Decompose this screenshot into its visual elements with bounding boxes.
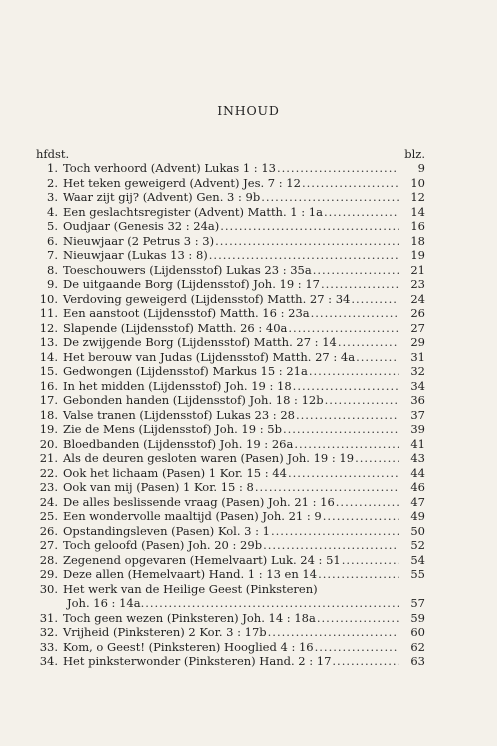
page-number: 24 xyxy=(410,291,425,306)
leader-dots xyxy=(283,422,399,437)
entry-title: Gebonden handen (Lijdensstof) Joh. 18 : 12b xyxy=(63,393,324,407)
chapter-number: 12. xyxy=(39,320,58,335)
entry-title: Ook van mij (Pasen) 1 Kor. 15 : 8 xyxy=(63,480,254,494)
page-number: 32 xyxy=(410,364,425,378)
page-number: 27 xyxy=(410,320,425,335)
entry-title: Waar zijt gij? (Advent) Gen. 3 : 9b xyxy=(63,190,261,204)
page-number: 26 xyxy=(410,306,425,320)
page-number: 34 xyxy=(410,378,425,393)
toc-entry xyxy=(36,451,425,466)
entry-title: Opstandingsleven (Pasen) Kol. 3 : 1 xyxy=(63,523,270,538)
leader-dots xyxy=(277,161,399,176)
page-number: 54 xyxy=(410,552,425,567)
toc-entry xyxy=(36,509,425,524)
toc-entry xyxy=(36,625,425,640)
chapter-number: 26. xyxy=(39,523,58,538)
page-number: 59 xyxy=(410,610,425,625)
toc-entry xyxy=(36,654,425,669)
page-number: 50 xyxy=(410,523,425,538)
leader-dots xyxy=(261,190,399,205)
chapter-number: 4. xyxy=(47,204,58,219)
page-number: 14 xyxy=(410,204,425,219)
chapter-number: 29. xyxy=(39,567,58,581)
page-number: 23 xyxy=(410,277,425,291)
leader-dots xyxy=(255,480,399,495)
chapter-number: 30. xyxy=(39,581,58,596)
chapter-number: 24. xyxy=(39,494,58,509)
entry-title: Oudjaar (Genesis 32 : 24a) xyxy=(63,219,220,233)
page-number: 62 xyxy=(410,639,425,654)
leader-dots xyxy=(271,524,399,539)
page-heading: INHOUD xyxy=(217,103,280,118)
entry-title: Slapende (Lijdensstof) Matth. 26 : 40a xyxy=(63,320,288,335)
column-headers xyxy=(36,147,425,162)
chapter-column-label: hfdst. xyxy=(36,147,70,161)
page-number: 9 xyxy=(417,161,425,175)
toc-entry xyxy=(36,422,425,437)
chapter-number: 1. xyxy=(47,161,58,175)
toc-entry xyxy=(36,321,425,336)
entry-title: Verdoving geweigerd (Lijdensstof) Matth. 27 : 34 xyxy=(63,291,351,306)
page-number: 60 xyxy=(410,625,425,639)
toc-entry xyxy=(36,306,425,321)
page-number: 12 xyxy=(410,190,425,204)
toc-entry xyxy=(36,335,425,350)
toc-entry xyxy=(36,408,425,423)
page-column-label: blz. xyxy=(404,147,425,161)
toc-entry xyxy=(36,393,425,408)
toc-entry xyxy=(36,176,425,191)
toc-entry xyxy=(36,538,425,553)
page-number: 39 xyxy=(410,422,425,436)
toc-entry xyxy=(36,640,425,655)
toc-entry xyxy=(36,582,425,611)
toc-entry xyxy=(36,480,425,495)
chapter-number: 11. xyxy=(39,306,58,320)
leader-dots xyxy=(294,437,399,452)
toc-entry xyxy=(36,277,425,292)
leader-dots xyxy=(268,625,399,640)
chapter-number: 34. xyxy=(39,654,58,668)
page-number: 37 xyxy=(410,407,425,422)
entry-title: Deze allen (Hemelvaart) Hand. 1 : 13 en 14 xyxy=(63,567,318,581)
entry-title: In het midden (Lijdensstof) Joh. 19 : 18 xyxy=(63,378,292,393)
toc-entry xyxy=(36,190,425,205)
chapter-number: 13. xyxy=(39,335,58,349)
chapter-number: 23. xyxy=(39,480,58,494)
page-number: 43 xyxy=(410,451,425,465)
entry-title: Als de deuren gesloten waren (Pasen) Joh. 19 : 19 xyxy=(63,451,355,465)
leader-dots xyxy=(351,292,399,307)
entry-title: Gedwongen (Lijdensstof) Markus 15 : 21a xyxy=(63,364,308,378)
chapter-number: 10. xyxy=(39,291,58,306)
page-number: 55 xyxy=(410,567,425,581)
page-number: 44 xyxy=(410,465,425,480)
chapter-number: 19. xyxy=(39,422,58,436)
toc-entry xyxy=(36,234,425,249)
chapter-number: 15. xyxy=(39,364,58,378)
leader-dots xyxy=(324,205,399,220)
toc-entry xyxy=(36,495,425,510)
entry-title: Kom, o Geest! (Pinksteren) Hooglied 4 : 16 xyxy=(63,639,314,654)
entry-title: Bloedbanden (Lijdensstof) Joh. 19 : 26a xyxy=(63,436,294,451)
entry-title: Het berouw van Judas (Lijdensstof) Matth. 27 : 4a xyxy=(63,349,356,364)
toc-entry xyxy=(36,248,425,263)
entry-title: Het werk van de Heilige Geest (Pinksteren) xyxy=(63,581,318,596)
entry-title: Toch geen wezen (Pinksteren) Joh. 14 : 18a xyxy=(63,610,316,625)
chapter-number: 3. xyxy=(47,190,58,204)
page-number: 16 xyxy=(410,219,425,233)
chapter-number: 31. xyxy=(39,610,58,625)
entry-title: Toeschouwers (Lijdensstof) Lukas 23 : 35a xyxy=(63,262,312,277)
entry-title: Zegenend opgevaren (Hemelvaart) Luk. 24 : 51 xyxy=(63,552,341,567)
page-number: 36 xyxy=(410,393,425,407)
toc-entry xyxy=(36,292,425,307)
toc-entry xyxy=(36,524,425,539)
chapter-number: 7. xyxy=(47,248,58,262)
toc-entry xyxy=(36,553,425,568)
chapter-number: 27. xyxy=(39,538,58,552)
page-number: 41 xyxy=(410,436,425,451)
leader-dots xyxy=(355,451,399,466)
leader-dots xyxy=(220,219,399,234)
leader-dots xyxy=(293,379,399,394)
chapter-number: 16. xyxy=(39,378,58,393)
leader-dots xyxy=(296,408,399,423)
chapter-number: 32. xyxy=(39,625,58,639)
entry-title: Vrijheid (Pinksteren) 2 Kor. 3 : 17b xyxy=(63,625,267,639)
page-number: 52 xyxy=(410,538,425,552)
entry-title: Het pinksterwonder (Pinksteren) Hand. 2 : 17 xyxy=(63,654,332,668)
leader-dots xyxy=(336,495,399,510)
entry-title: Het teken geweigerd (Advent) Jes. 7 : 12 xyxy=(63,175,301,190)
leader-dots xyxy=(302,176,399,191)
leader-dots xyxy=(263,538,399,553)
chapter-number: 9. xyxy=(47,277,58,291)
entry-title: Toch verhoord (Advent) Lukas 1 : 13 xyxy=(63,161,276,175)
entry-title: Een geslachtsregister (Advent) Matth. 1 : 1a xyxy=(63,204,323,219)
page-number: 10 xyxy=(410,175,425,190)
entry-title: Nieuwjaar (2 Petrus 3 : 3) xyxy=(63,233,215,248)
toc-entry xyxy=(36,567,425,582)
entry-title: Een wondervolle maaltijd (Pasen) Joh. 21 : 9 xyxy=(63,509,322,523)
chapter-number: 17. xyxy=(39,393,58,407)
toc-entry xyxy=(36,205,425,220)
toc-entry xyxy=(36,161,425,176)
chapter-number: 28. xyxy=(39,552,58,567)
chapter-number: 20. xyxy=(39,436,58,451)
table-of-contents xyxy=(36,161,425,669)
page-number: 31 xyxy=(410,349,425,364)
page-number: 63 xyxy=(410,654,425,668)
entry-title: De alles beslissende vraag (Pasen) Joh. 21 : 16 xyxy=(63,494,335,509)
entry-title: Nieuwjaar (Lukas 13 : 8) xyxy=(63,248,208,262)
entry-title-continuation: Joh. 16 : 14a xyxy=(67,596,141,610)
page-number: 29 xyxy=(410,335,425,349)
leader-dots xyxy=(332,654,399,669)
leader-dots xyxy=(317,611,399,626)
entry-title: Een aanstoot (Lijdensstof) Matth. 16 : 23a xyxy=(63,306,310,320)
leader-dots xyxy=(288,466,399,481)
chapter-number: 8. xyxy=(47,262,58,277)
leader-dots xyxy=(318,567,399,582)
page-number: 46 xyxy=(410,480,425,494)
toc-entry xyxy=(36,437,425,452)
leader-dots xyxy=(309,364,399,379)
entry-title: Ook het lichaam (Pasen) 1 Kor. 15 : 44 xyxy=(63,465,287,480)
leader-dots xyxy=(321,277,399,292)
entry-title: Valse tranen (Lijdensstof) Lukas 23 : 28 xyxy=(63,407,295,422)
entry-title: Zie de Mens (Lijdensstof) Joh. 19 : 5b xyxy=(63,422,282,436)
chapter-number: 6. xyxy=(47,233,58,248)
entry-title: Toch geloofd (Pasen) Joh. 20 : 29b xyxy=(63,538,263,552)
leader-dots xyxy=(338,335,399,350)
leader-dots xyxy=(288,321,399,336)
entry-title: De zwijgende Borg (Lijdensstof) Matth. 27 : 14 xyxy=(63,335,337,349)
toc-entry xyxy=(36,263,425,278)
toc-entry xyxy=(36,466,425,481)
page-number: 49 xyxy=(410,509,425,523)
leader-dots xyxy=(356,350,399,365)
toc-entry xyxy=(36,611,425,626)
page-number: 47 xyxy=(410,494,425,509)
chapter-number: 33. xyxy=(39,639,58,654)
page-number: 57 xyxy=(410,596,425,610)
leader-dots xyxy=(315,640,399,655)
chapter-number: 14. xyxy=(39,349,58,364)
page-number: 18 xyxy=(410,233,425,248)
chapter-number: 21. xyxy=(39,451,58,465)
chapter-number: 18. xyxy=(39,407,58,422)
toc-entry xyxy=(36,364,425,379)
leader-dots xyxy=(141,596,399,611)
leader-dots xyxy=(215,234,399,249)
leader-dots xyxy=(209,248,399,263)
chapter-number: 22. xyxy=(39,465,58,480)
leader-dots xyxy=(323,509,399,524)
entry-title: De uitgaande Borg (Lijdensstof) Joh. 19 : 17 xyxy=(63,277,320,291)
toc-entry xyxy=(36,350,425,365)
leader-dots xyxy=(313,263,399,278)
page-number: 19 xyxy=(410,248,425,262)
chapter-number: 25. xyxy=(39,509,58,523)
page-number: 21 xyxy=(410,262,425,277)
toc-entry xyxy=(36,379,425,394)
chapter-number: 5. xyxy=(47,219,58,233)
leader-dots xyxy=(342,553,399,568)
toc-entry xyxy=(36,219,425,234)
entry-title-block xyxy=(63,582,425,611)
leader-dots xyxy=(311,306,399,321)
leader-dots xyxy=(325,393,399,408)
chapter-number: 2. xyxy=(47,175,58,190)
